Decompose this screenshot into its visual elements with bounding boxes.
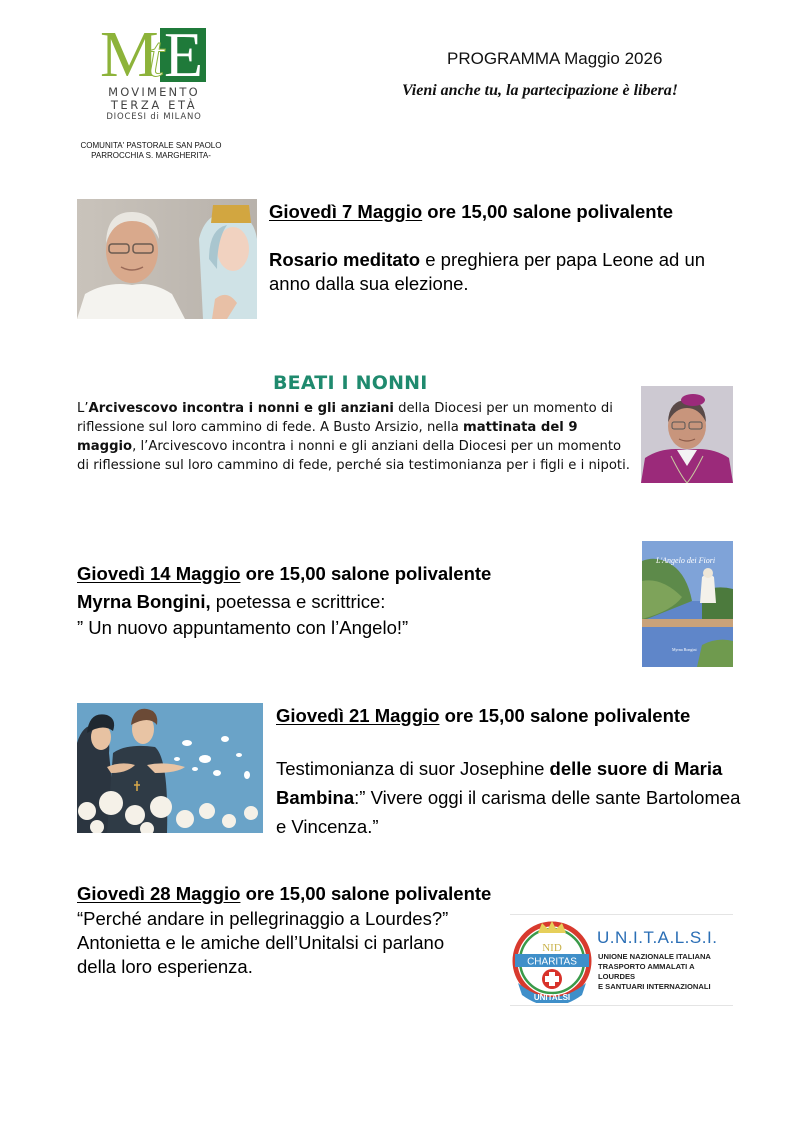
event-4-date: Giovedì 28 Maggio <box>77 883 241 904</box>
event-1-heading <box>269 200 673 224</box>
event-2-date: Giovedì 14 Maggio <box>77 563 241 584</box>
unitalsi-sub-1: UNIONE NAZIONALE ITALIANA <box>598 952 711 961</box>
event-2-role: poetessa e scrittrice: <box>210 591 386 612</box>
unitalsi-logo <box>510 914 733 1006</box>
event-2-details: ore 15,00 salone polivalente <box>240 563 492 584</box>
event-2-description <box>77 589 597 641</box>
event-2-quote: ” Un nuovo appuntamento con l’Angelo!” <box>77 617 409 638</box>
event-3-date: Giovedì 21 Maggio <box>276 705 440 726</box>
svg-text:NID: NID <box>542 942 562 954</box>
book-cover-image <box>642 541 733 667</box>
beati-nonni-title: BEATI I NONNI <box>273 372 428 394</box>
event-4-description <box>77 907 477 979</box>
nonni-text-2: , l’Arcivescovo incontra i nonni e gli anziani della Diocesi per un momento di riflessione sul loro cammino di fede, perché sia testimonianza per i figli e i nipoti. <box>77 439 630 473</box>
event-3-order: delle suore di Maria Bambina <box>276 758 723 808</box>
mte-monogram: M E t <box>100 26 206 84</box>
nonni-text-1: della Diocesi per un momento di riflessione sul loro cammino di fede. A Busto Arsizio, nella <box>77 401 613 435</box>
svg-text:L'Angelo dei Fiori: L'Angelo dei Fiori <box>656 556 716 565</box>
logo-line-movimento: MOVIMENTO <box>108 85 200 99</box>
event-4-text: Antonietta e le amiche dell’Unitalsi ci parlano della loro esperienza. <box>77 932 445 977</box>
page-title: PROGRAMMA Maggio 2026 <box>447 49 663 68</box>
event-4-heading <box>77 882 491 906</box>
tagline: Vieni anche tu, la partecipazione è libera! <box>402 82 679 99</box>
event-2-speaker: Myrna Bongini, <box>77 591 211 612</box>
archbishop-photo <box>641 386 733 483</box>
event-3-text-1: Testimonianza di suor Josephine <box>276 758 550 779</box>
mte-logo <box>98 18 210 123</box>
unitalsi-title: U.N.I.T.A.L.S.I. <box>597 928 718 947</box>
svg-text:UNITALSI: UNITALSI <box>533 993 571 1002</box>
beati-nonni-paragraph <box>77 399 637 475</box>
unitalsi-sub-3: E SANTUARI INTERNAZIONALI <box>598 982 711 991</box>
community-label <box>66 141 236 161</box>
event-3-details: ore 15,00 salone polivalente <box>439 705 691 726</box>
logo-line-diocesi: DIOCESI di MILANO <box>106 112 202 122</box>
nuns-illustration <box>77 703 263 833</box>
event-1-body-text: e preghiera per papa Leone ad un anno dalla sua elezione. <box>269 249 706 294</box>
community-line-1: COMUNITA' PASTORALE SAN PAOLO <box>80 141 222 150</box>
event-1-description <box>269 248 739 296</box>
event-3-text-2: :” Vivere oggi il carisma delle sante Bartolomea e Vincenza.” <box>276 787 741 837</box>
nonni-bold-2: mattinata del 9 maggio <box>77 420 578 454</box>
event-1-date: Giovedì 7 Maggio <box>269 201 423 222</box>
event-3-description <box>276 754 746 841</box>
unitalsi-sub-2: TRASPORTO AMMALATI A LOURDES <box>598 962 695 981</box>
event-1-body-bold: Rosario meditato <box>269 249 421 270</box>
nonni-prefix: L’ <box>77 401 89 416</box>
event-4-question: “Perché andare in pellegrinaggio a Lourdes?” <box>77 908 449 929</box>
logo-line-terza-eta: TERZA ETÀ <box>110 98 198 112</box>
event-4-details: ore 15,00 salone polivalente <box>240 883 492 904</box>
svg-text:Myrna Bongini: Myrna Bongini <box>672 647 697 652</box>
event-3-heading <box>276 704 746 728</box>
unitalsi-badge-icon <box>512 917 592 1003</box>
community-line-2: PARROCCHIA S. MARGHERITA- <box>91 151 211 160</box>
svg-text:CHARITAS: CHARITAS <box>527 956 577 968</box>
event-2-heading <box>77 562 491 586</box>
nonni-bold-1: Arcivescovo incontra i nonni e gli anziani <box>88 401 394 416</box>
event-1-details: ore 15,00 salone polivalente <box>422 201 674 222</box>
pope-madonna-photo <box>77 199 257 319</box>
unitalsi-subtitle <box>598 952 733 992</box>
